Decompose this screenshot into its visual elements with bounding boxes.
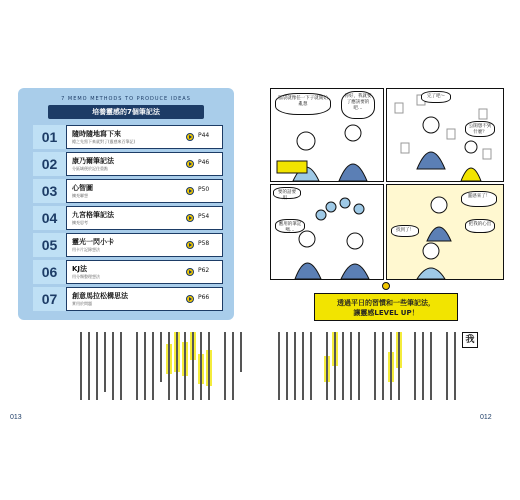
- method-item: [33, 125, 223, 149]
- right-page: [270, 88, 502, 428]
- method-description: 用卡片記錄想法: [72, 247, 100, 252]
- method-item: [33, 152, 223, 176]
- arrow-icon: [186, 295, 194, 303]
- speech-bubble: 應用的筆記嗎…: [275, 219, 305, 233]
- method-number: 03: [33, 179, 67, 203]
- method-page: P62: [198, 267, 210, 274]
- method-number: 06: [33, 260, 67, 284]
- method-number: 07: [33, 287, 67, 311]
- method-name: 創意馬拉松構思法: [72, 292, 128, 300]
- method-description: 總之先寫下來就對了(靈感來百筆記): [72, 139, 136, 144]
- banner-line: 透過平日的習慣和一些筆記法，: [337, 299, 435, 307]
- comic-panel-4: [386, 184, 504, 280]
- speech-bubble: 腦袋就像任一下子就開始亂想: [275, 93, 331, 115]
- drop-cap: 我: [462, 332, 478, 348]
- method-number: 04: [33, 206, 67, 230]
- method-name: 隨時隨地寫下來: [72, 130, 121, 138]
- method-description: 擴充思考: [72, 220, 88, 225]
- arrow-icon: [186, 268, 194, 276]
- arrow-icon: [186, 133, 194, 141]
- body-text-columns: [78, 332, 248, 402]
- method-item: [33, 179, 223, 203]
- arrow-icon: [186, 160, 194, 168]
- page-number: 013: [10, 414, 22, 421]
- method-item: [33, 206, 223, 230]
- speech-bubble: 公開想不到什麼？: [465, 121, 495, 137]
- method-name: 九宮格筆記法: [72, 211, 114, 219]
- body-text-columns: [276, 332, 462, 402]
- method-name: 靈光一閃小卡: [72, 238, 114, 246]
- speech-bubble: 你好，我就要了應該要的吧…: [341, 91, 375, 119]
- comic-panel-2: [386, 88, 504, 182]
- chevron-down-icon: [382, 282, 390, 290]
- method-item: [33, 287, 223, 311]
- method-name: KJ法: [72, 265, 88, 273]
- method-number: 05: [33, 233, 67, 257]
- panel-english-title: 7 MEMO METHODS TO PRODUCE IDEAS: [61, 96, 191, 102]
- methods-panel: [18, 88, 234, 320]
- method-page: P46: [198, 159, 210, 166]
- method-name: 心智圖: [72, 184, 93, 192]
- method-description: 分區域便於記住重點: [72, 166, 108, 171]
- comic-strip: [270, 88, 502, 278]
- method-description: 實用於問題: [72, 301, 92, 306]
- arrow-icon: [186, 241, 194, 249]
- banner-line: 讓靈感LEVEL UP！: [353, 309, 419, 317]
- caption-banner: [314, 293, 458, 321]
- method-page: P66: [198, 294, 210, 301]
- comic-panel-1: [270, 88, 384, 182]
- method-page: P54: [198, 213, 210, 220]
- left-page: [10, 88, 254, 428]
- method-description: 擴充聯想: [72, 193, 88, 198]
- speech-bubble: 完了吧～: [421, 91, 451, 103]
- method-page: P44: [198, 132, 210, 139]
- speech-bubble: 找到了！: [391, 225, 419, 237]
- method-description: 用分類整理想法: [72, 274, 100, 279]
- method-name: 康乃爾筆記法: [72, 157, 114, 165]
- method-number: 02: [33, 152, 67, 176]
- method-page: P58: [198, 240, 210, 247]
- arrow-icon: [186, 214, 194, 222]
- speech-bubble: 把我的心出: [465, 219, 495, 233]
- comic-panel-3: [270, 184, 384, 280]
- arrow-icon: [186, 187, 194, 195]
- panel-title: 培養靈感的7個筆記法: [48, 105, 204, 119]
- page-number: 012: [480, 414, 492, 421]
- method-page: P50: [198, 186, 210, 193]
- method-number: 01: [33, 125, 67, 149]
- method-item: [33, 260, 223, 284]
- method-item: [33, 233, 223, 257]
- speech-bubble: 靈感來了！: [461, 191, 497, 207]
- speech-bubble: 要的話要用…: [273, 187, 301, 199]
